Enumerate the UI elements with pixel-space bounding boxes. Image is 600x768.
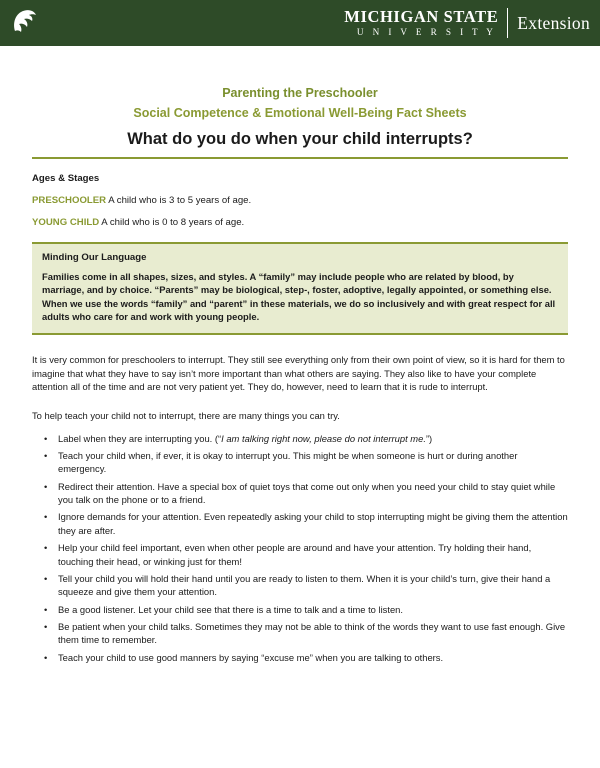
list-item: • Teach your child when, if ever, it is okay to interrupt you. This might be when someone is hurt or during another emergency. [58, 449, 568, 476]
body-paragraph-1: It is very common for preschoolers to interrupt. They still see everything only from their own point of view, so it is hard for them to imagine that what they have to say isn’t more important than what others are saying. They also like to have your complete attention all of the time and are not very patient yet. They do, however, need to learn that it is rude to interrupt. [32, 354, 565, 393]
list-item: • Ignore demands for your attention. Even repeatedly asking your child to stop interrupting might be giving them the attention they are after. [58, 510, 568, 537]
ages-definition: A child who is 0 to 8 years of age. [101, 217, 245, 228]
tips-list [32, 432, 568, 664]
list-item: • Be a good listener. Let your child see that there is a time to talk and a time to listen. [58, 603, 568, 616]
ages-stages-item [32, 217, 568, 228]
ages-stages-item [32, 195, 568, 206]
bullet-italic: I am talking right now, please do not interrupt me. [221, 432, 426, 444]
ages-definition: A child who is 3 to 5 years of age. [108, 195, 252, 206]
bullet-tail: ”) [425, 432, 433, 444]
university-name: MICHIGAN STATE [344, 7, 499, 27]
ages-term: YOUNG CHILD [32, 217, 100, 228]
msu-extension-lockup [344, 0, 590, 46]
subtitle: Social Competence & Emotional Well-Being Fact Sheets [133, 106, 467, 120]
ages-term: PRESCHOOLER [32, 195, 107, 206]
title-block [32, 86, 568, 159]
minding-our-language-callout [32, 242, 568, 335]
university-word: U N I V E R S I T Y [356, 26, 497, 37]
ages-stages-heading: Ages & Stages [32, 173, 100, 184]
spartan-helmet-icon [12, 8, 38, 38]
list-item: • Teach your child to use good manners by saying “excuse me” when you are talking to others. [58, 651, 568, 664]
list-item: • Help your child feel important, even when other people are around and have your attention. Try holding their hand, touching their head, or winking just for them! [58, 541, 568, 568]
series-title: Parenting the Preschooler [222, 86, 378, 100]
extension-word: Extension [517, 12, 590, 33]
bullet-lead: Label when they are interrupting you. (“ [58, 432, 222, 444]
callout-body: Families come in all shapes, sizes, and styles. A “family” may include people who are related by blood, by marriage, and by choice. “Parents” may be biological, step-, foster, adoptive, legally appointed, or something else. When we use the words “family” and “parent” in these materials, we do so inclusively and with great respect for all adults who care for and work with young people. [42, 271, 556, 323]
list-item: • Redirect their attention. Have a special box of quiet toys that come out only when you need your child to stay quiet while you talk on the phone or to a friend. [58, 480, 568, 507]
callout-title: Minding Our Language [42, 252, 147, 263]
list-item: • Tell your child you will hold their hand until you are ready to listen to them. When it is your child’s turn, give their hand a squeeze and give them your attention. [58, 572, 568, 599]
page-title: What do you do when your child interrupts? [127, 130, 473, 148]
body-paragraph-2: To help teach your child not to interrupt, there are many things you can try. [32, 410, 340, 422]
list-item: • Be patient when your child talks. Sometimes they may not be able to think of the words they want to use fast enough. Give them time to remember. [58, 620, 568, 647]
header-banner [0, 0, 600, 46]
list-item [58, 432, 568, 445]
title-divider [32, 157, 568, 159]
